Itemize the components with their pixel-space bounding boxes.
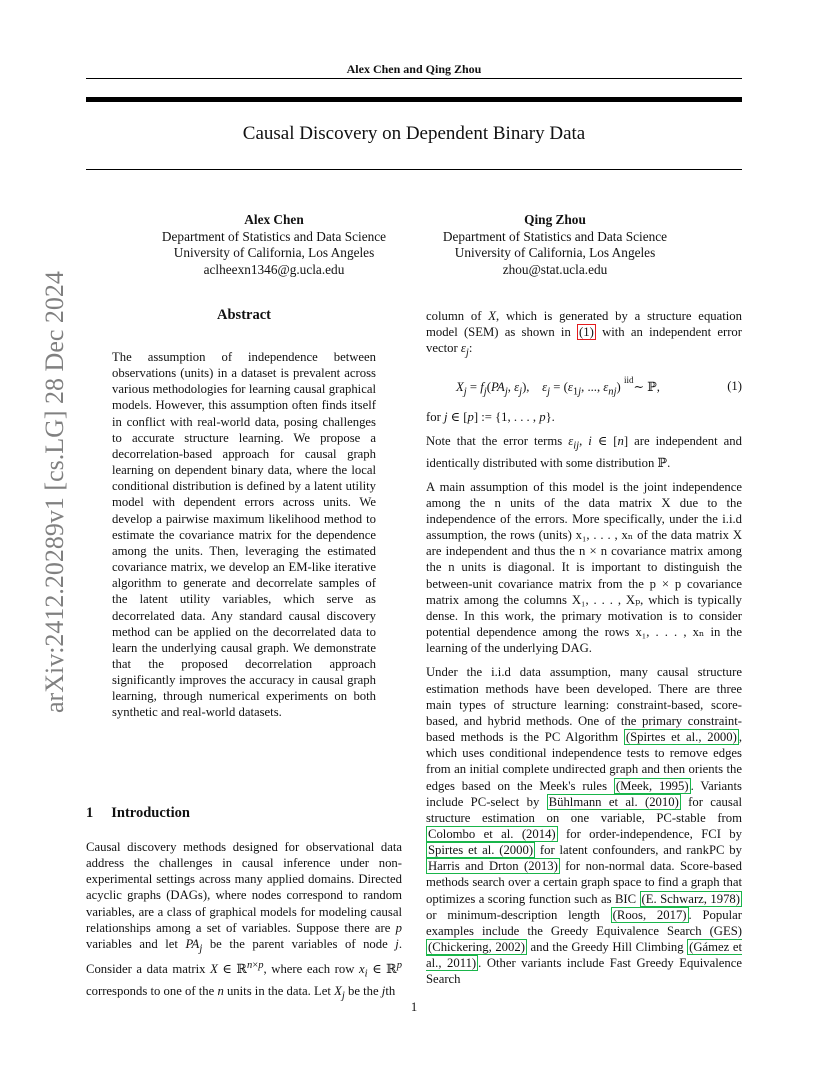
section-title: Introduction [111,805,190,821]
index-set-line: for j ∈ [p] := {1, . . . , p}. [426,409,555,424]
citation-link[interactable]: (Gámez et al., 2011) [426,940,742,971]
author-name: Alex Chen [244,212,304,227]
citation-link[interactable]: Colombo et al. (2014) [428,826,556,841]
citation-link[interactable]: (E. Schwarz, 1978) [641,891,740,906]
author-block-1 [129,212,419,278]
independence-paragraph: A main assumption of this model is the joint independence among the n units of the data matrix X due to the independence of the errors. More specifically, under the i.i.d assumption, the rows (units) x₁, . . . , xₙ of the data matrix X are independent and thus the n × n covariance matrix among the n units is diagonal. It is important to distinguish the between-unit covariance matrix from the p × p covariance matrix among the columns X₁, . . . , Xₚ, which is typically dense. In this work, the primary motivation is to consider potential dependence among the rows x₁, . . . , xₙ in the learning of the underlying DAG. [426,479,742,656]
citation-link[interactable]: (Meek, 1995) [615,778,689,793]
intro-paragraph: Causal discovery methods designed for observational data address the challenges in causal inference under non-experimental settings across many applied domains. Directed acyclic graphs (DAGs), where nodes correspond to random variables, are a class of graphical models for modeling causal relationships among a set of variables. Suppose there are p variables and let $PA_j$ be the parent variables of node j. Consider a data matrix X ∈ ℝ$^{n\times p}$, where each row $x_i$ ∈ ℝ$^p$ corresponds to one of the n units in the data. Let $X_j$ be the jth [86,840,403,1002]
paper-title: Causal Discovery on Dependent Binary Data [242,123,586,144]
page-number: 1 [410,1000,418,1014]
arxiv-stamp[interactable]: arXiv:2412.20289v1 [cs.LG] 28 Dec 2024 [40,271,69,713]
header-rule [86,78,742,79]
author-dept: Department of Statistics and Data Science [161,228,387,244]
author-email[interactable]: aclheexn1346@g.ucla.edu [203,261,345,277]
author-dept: Department of Statistics and Data Science [442,228,668,244]
equation-number: (1) [727,379,742,394]
section-heading [86,805,190,822]
title-rule-top [86,97,742,102]
citation-link[interactable]: (Roos, 2017) [612,907,687,922]
sem-paragraph: column of X, which is generated by a structure equation model (SEM) as shown in (1) with an independent error vector $\varepsilon_j$: [426,309,742,359]
citation-link[interactable]: Bühlmann et al. (2010) [548,794,679,809]
equation-1: $X_j = f_j(PA_j$, $\varepsilon_j$), $\varepsilon_j = (\varepsilon_{1j}$, ..., $\varepsilon_{nj}$) $^{iid}$∼ ℙ, (1) [456,375,742,398]
section-number: 1 [86,805,94,821]
citation-link[interactable]: (Chickering, 2002) [428,940,525,955]
author-block-2 [410,212,700,278]
methods-paragraph: Under the i.i.d data assumption, many causal structure estimation methods have been developed. There are three main types of structure learning: constraint-based, score-based, and hybrid methods. One of the primary constraint-based methods is the PC Algorithm (Spirtes et al., 2000) , which uses conditional independence tests to remove edges from an initial complete undirected graph and then orients the edges based on the Meek's rules (Meek, 1995) . Variants include PC-select by Bühlmann et al. (2010) for causal structure estimation on one variable, PC-stable from Colombo et al. (2014) for order-independence, FCI by Spirtes et al. (2000) for latent confounders, and rankPC by Harris and Drton (2013) for non-normal data. Score-based methods search over a certain graph space to find a graph that optimizes a scoring function such as BIC (E. Schwarz, 1978) or minimum-description length (Roos, 2017) . Popular examples include the Greedy Equivalence Search (GES) (Chickering, 2002) and the Greedy Hill Climbing (Gámez et al., 2011) . Other variants include Fast Greedy Equivalence Search [426,665,742,987]
title-rule-bottom [86,169,742,170]
author-univ: University of California, Los Angeles [173,245,375,260]
author-name: Qing Zhou [524,212,586,227]
abstract-text: The assumption of independence between observations (units) in a dataset is prevalent across various methodologies for learning causal graphical models. However, this assumption often finds itself in conflict with real-world data, posing challenges to accurate structure learning. We propose a decorrelation-based approach for causal graph learning on dependent binary data, where the local conditional distribution is defined by a latent utility model with dependent errors across units. We develop a pairwise maximum likelihood method to estimate the covariance matrix for the dependence among the units. Then, leveraging the estimated covariance matrix, we develop an EM-like iterative algorithm to generate and decorrelate samples of the latent utility variables, which serve as decorrelated data. Any standard causal discovery method can be applied on the decorrelated data to learn the underlying causal graph. We demonstrate that the proposed decorrelation approach significantly improves the accuracy in causal graph learning, through numerical experiments on both synthetic and real-world datasets. [112,350,376,720]
author-email[interactable]: zhou@stat.ucla.edu [502,261,608,277]
abstract-heading: Abstract [217,307,271,323]
equation-ref-link[interactable]: (1) [579,325,594,340]
right-column [426,308,742,996]
running-head: Alex Chen and Qing Zhou [346,62,482,76]
citation-link[interactable]: Harris and Drton (2013) [428,859,558,874]
citation-link[interactable]: (Spirtes et al., 2000) [625,730,737,745]
citation-link[interactable]: Spirtes et al. (2000) [428,843,534,858]
error-terms-paragraph: Note that the error terms $\varepsilon_{ij}$, i ∈ [n] are independent and identically distributed with some distribution ℙ. [426,433,742,470]
author-univ: University of California, Los Angeles [454,245,656,260]
